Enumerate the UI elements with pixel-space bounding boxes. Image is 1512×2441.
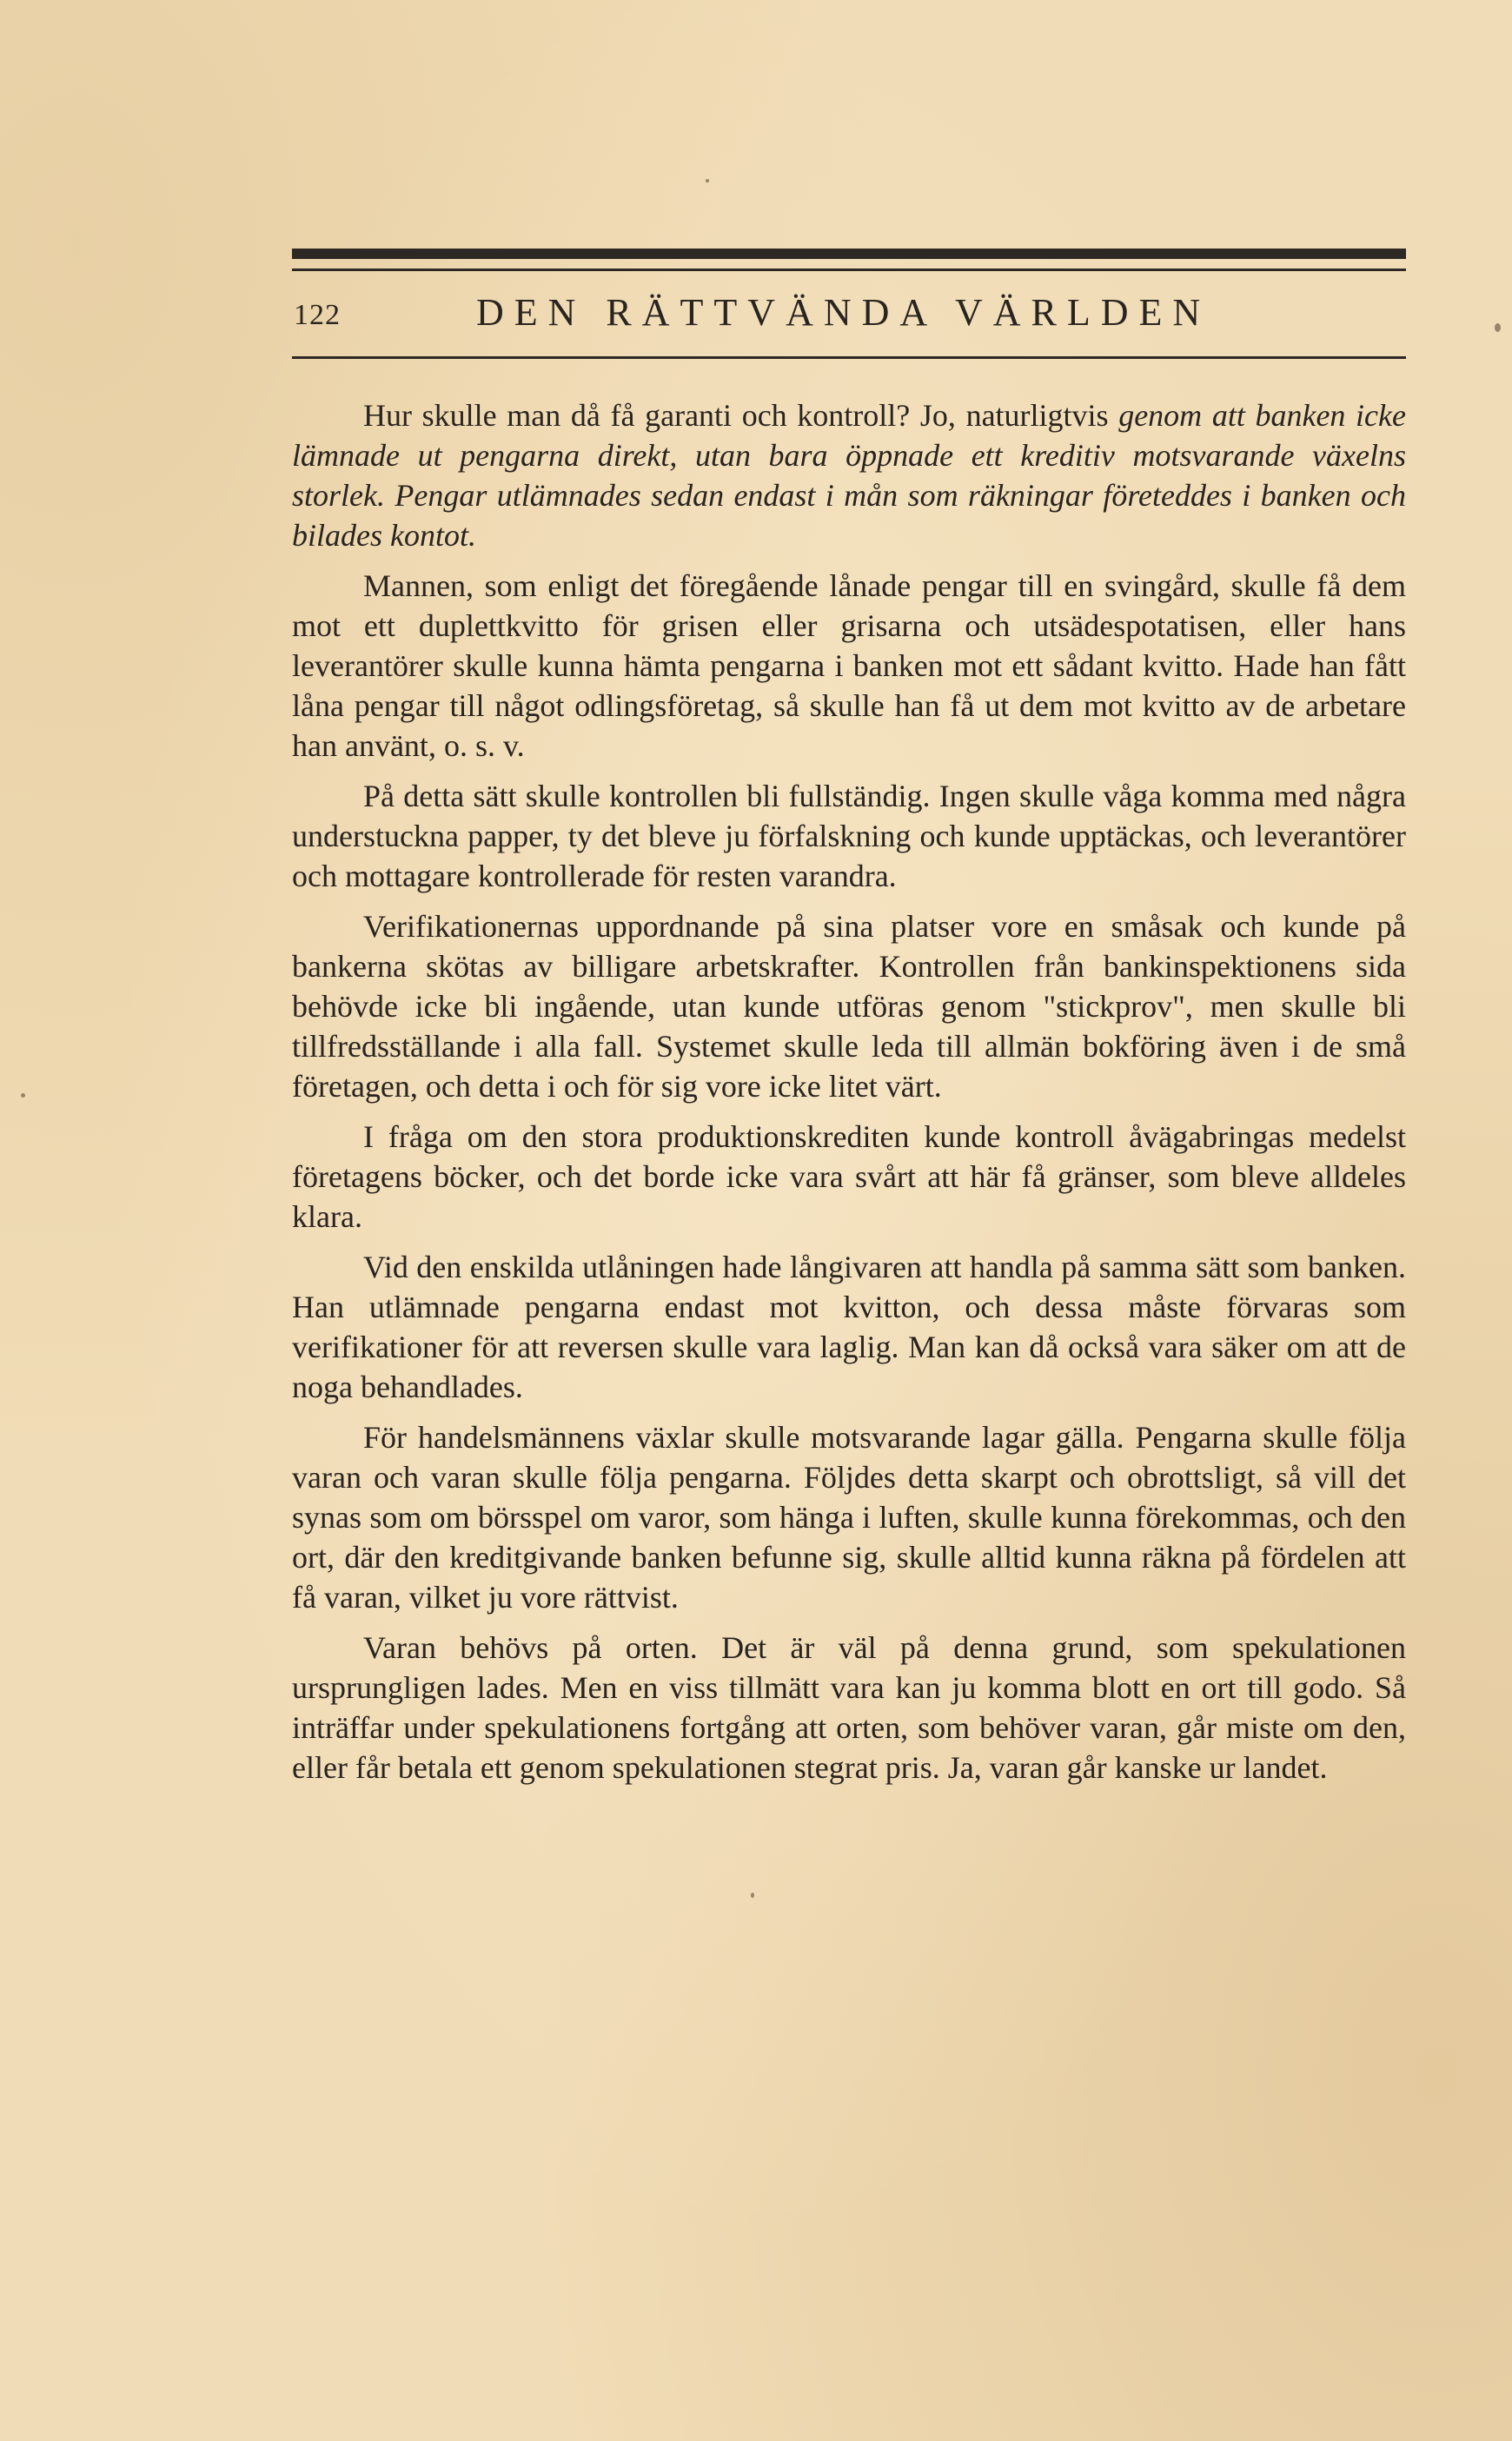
paragraph-3: På detta sätt skulle kontrollen bli fullständig. Ingen skulle våga komma med några understuckna papper, ty det bleve ju förfalskning och kunde upptäckas, och leverantörer och mottagare kontrollerade för resten varandra. [292,779,1406,893]
paragraph-8: Varan behövs på orten. Det är väl på denna grund, som spekulationen ursprungligen lades. Men en viss tillmätt vara kan ju komma blott en ort till godo. Så inträffar under spekulationens fortgång att orten, som behöver varan, går miste om den, eller får betala ett genom spekulationen stegrat pris. Ja, varan går kanske ur landet. [292,1630,1406,1785]
header-thin-rule [292,269,1406,271]
paragraph-2: Mannen, som enligt det föregående lånade pengar till en svingård, skulle få dem mot ett duplettkvitto för grisen eller grisarna och utsädespotatisen, eller hans leverantörer skulle kunna hämta pengarna i banken mot ett sådant kvitto. Hade han fått låna pengar till något odlingsföretag, så skulle han få ut dem mot kvitto av de arbetare han använt, o. s. v. [292,568,1406,763]
header-bottom-rule [292,356,1406,359]
body-text [292,395,1406,1798]
paragraph-6: Vid den enskilda utlåningen hade långivaren att handla på samma sätt som banken. Han utlämnade pengarna endast mot kvitton, och dessa måste förvaras som verifikationer för att reversen skulle vara laglig. Man kan då också vara säker om att de noga behandlades. [292,1250,1406,1404]
running-header [292,290,1406,342]
paragraph-4: Verifikationernas uppordnande på sina platser vore en småsak och kunde på bankerna skötas av billigare arbetskrafter. Kontrollen från bankinspektionens sida behövde icke bli ingående, utan kunde utföras genom "stickprov", men skulle bli tillfredsställande i alla fall. Systemet skulle leda till allmän bokföring även i de små företagen, och detta i och för sig vore icke litet värt. [292,909,1406,1104]
paragraph-1-plain: Hur skulle man då få garanti och kontroll? Jo, naturligtvis [363,398,1119,433]
paper-speck [706,179,709,182]
page-number: 122 [294,299,341,331]
paper-speck [21,1093,25,1098]
paper-speck [751,1893,754,1898]
header-thick-rule [292,249,1406,259]
paragraph-1-italic: genom att banken icke lämnade ut pengarna direkt, utan bara öppnade ett kreditiv motsvarande växelns storlek. Pengar utlämnades sedan endast i mån som räkningar företeddes i banken och bilades kontot. [292,398,1406,553]
paragraph-7: För handelsmännens växlar skulle motsvarande lagar gälla. Pengarna skulle följa varan och varan skulle följa pengarna. Följdes detta skarpt och obrottsligt, så vill det synas som om börsspel om varor, som hänga i luften, skulle kunna förekommas, och den ort, där den kreditgivande banken befunne sig, skulle alltid kunna räkna på fördelen att få varan, vilket ju vore rättvist. [292,1420,1406,1615]
running-title: DEN RÄTTVÄNDA VÄRLDEN [476,291,1211,334]
paragraph-5: I fråga om den stora produktionskrediten kunde kontroll åvägabringas medelst företagens böcker, och det borde icke vara svårt att här få gränser, som bleve alldeles klara. [292,1119,1406,1234]
paper-speck [1495,323,1501,332]
paragraph-1 [292,395,1406,555]
